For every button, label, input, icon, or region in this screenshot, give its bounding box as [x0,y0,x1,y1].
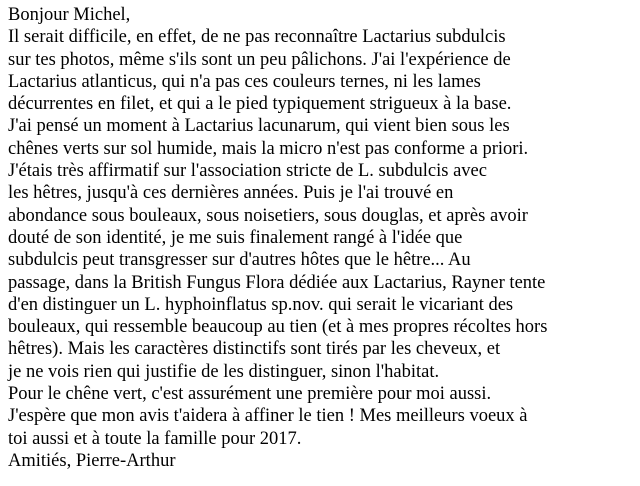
letter-greeting-line: Bonjour Michel, [8,5,131,25]
letter-signature-line: Amitiés, Pierre-Arthur [8,450,176,471]
letter-line: je ne vois rien qui justifie de les distinguer, sinon l'habitat. [8,361,440,382]
letter-line: Pour le chêne vert, c'est assurément une première pour moi aussi. [8,384,492,405]
letter-line: hêtres). Mais les caractères distinctifs sont tirés par les cheveux, et [8,339,501,360]
letter-line: les hêtres, jusqu'à ces dernières années. Puis je l'ai trouvé en [8,183,454,204]
letter-line: d'en distinguer un L. hyphoinflatus sp.nov. qui serait le vicariant des [8,294,514,315]
letter-line: décurrentes en filet, et qui a le pied typiquement strigueux à la base. [8,94,512,115]
letter-line: bouleaux, qui ressemble beaucoup au tien (et à mes propres récoltes hors [8,317,548,338]
letter-line: chênes verts sur sol humide, mais la micro n'est pas conforme a priori. [8,138,529,159]
letter-line: passage, dans la British Fungus Flora dédiée aux Lactarius, Rayner tente [8,272,546,293]
letter-line: toi aussi et à toute la famille pour 2017. [8,428,302,449]
letter-line: J'étais très affirmatif sur l'association stricte de L. subdulcis avec [8,161,487,182]
letter-line: abondance sous bouleaux, sous noisetiers, sous douglas, et après avoir [8,205,528,226]
letter-line: sur tes photos, même s'ils sont un peu pâlichons. J'ai l'expérience de [8,49,511,70]
letter-line: douté de son identité, je me suis finalement rangé à l'idée que [8,227,463,248]
letter-line: J'espère que mon avis t'aidera à affiner le tien ! Mes meilleurs voeux à [8,406,528,427]
letter-line: subdulcis peut transgresser sur d'autres hôtes que le hêtre... Au [8,250,471,271]
letter-line: Lactarius atlanticus, qui n'a pas ces couleurs ternes, ni les lames [8,71,481,92]
letter-line: J'ai pensé un moment à Lactarius lacunarum, qui vient bien sous les [8,116,510,137]
letter-line: Il serait difficile, en effet, de ne pas reconnaître Lactarius subdulcis [8,27,506,48]
